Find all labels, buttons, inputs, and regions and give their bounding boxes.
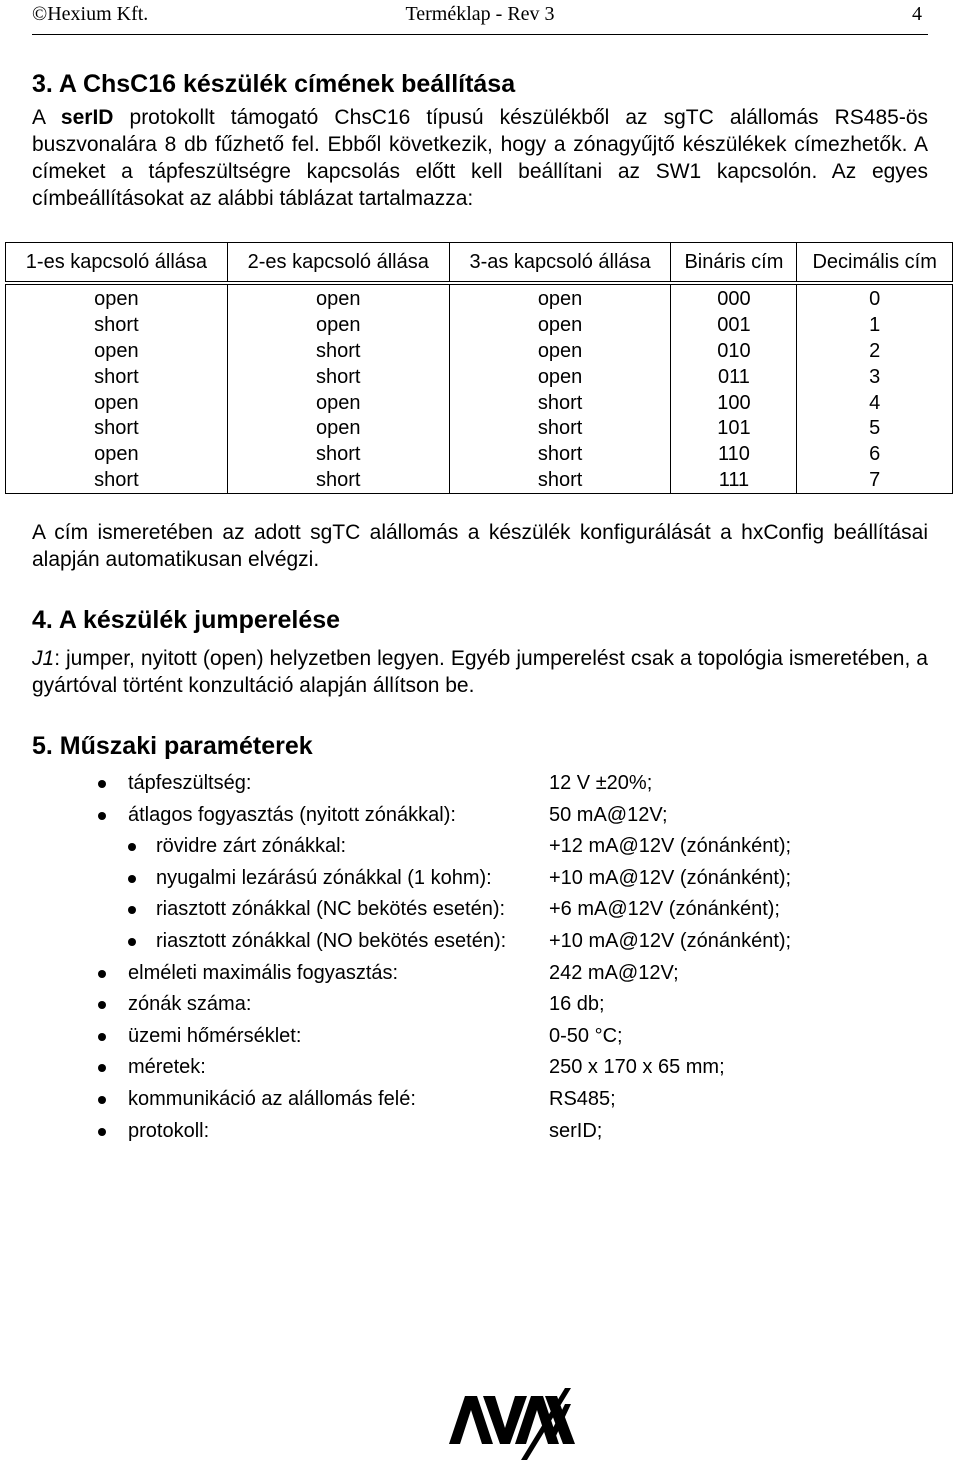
param-label: zónák száma: bbox=[128, 993, 252, 1016]
param-value: RS485; bbox=[549, 1087, 616, 1110]
table-cell: short bbox=[6, 468, 228, 494]
param-label: kommunikáció az alállomás felé: bbox=[128, 1087, 416, 1110]
table-cell: 001 bbox=[671, 313, 797, 339]
header-doc-title: Terméklap - Rev 3 bbox=[405, 3, 555, 25]
param-label: méretek: bbox=[128, 1056, 206, 1079]
table-cell: short bbox=[227, 364, 449, 390]
param-value: +12 mA@12V (zónánként); bbox=[549, 835, 792, 858]
section-3-title: 3. A ChsC16 készülék címének beállítása bbox=[32, 70, 516, 98]
table-cell: 6 bbox=[797, 442, 953, 468]
param-label: riasztott zónákkal (NO bekötés esetén): bbox=[156, 929, 507, 952]
tech-params-list bbox=[32, 768, 928, 1147]
page-header bbox=[32, 0, 928, 35]
param-item bbox=[32, 863, 928, 895]
param-label: protokoll: bbox=[128, 1119, 210, 1142]
table-row bbox=[6, 364, 953, 390]
table-cell: short bbox=[449, 390, 671, 416]
table-row bbox=[6, 416, 953, 442]
table-cell: short bbox=[227, 468, 449, 494]
param-value: 12 V ±20%; bbox=[549, 772, 653, 794]
param-label: nyugalmi lezárású zónákkal (1 kohm): bbox=[156, 866, 492, 889]
table-cell: 010 bbox=[671, 339, 797, 365]
header-page-number: 4 bbox=[912, 3, 922, 25]
table-cell: 2 bbox=[797, 339, 953, 365]
table-cell: short bbox=[6, 416, 228, 442]
section-3-intro: A serID protokollt támogató ChsC16 típusú készülékből az sgTC alállomás RS485-ös buszvonalára 8 db fűzhető fel. Ebből következik, hogy a zónagyűjtő készülékek címezhetők. A címeket a tápfeszültségre kapcsolás előtt kell beállítani az SW1 kapcsolón. Az egyes címbeállításokat az alábbi táblázat tartalmazza: bbox=[32, 106, 928, 210]
param-value: +6 mA@12V (zónánként); bbox=[549, 898, 780, 921]
param-item bbox=[32, 800, 928, 832]
table-cell: open bbox=[227, 416, 449, 442]
bullet-icon bbox=[98, 970, 106, 978]
bullet-icon bbox=[98, 1128, 106, 1136]
table-cell: open bbox=[6, 442, 228, 468]
param-label: rövidre zárt zónákkal: bbox=[156, 835, 347, 858]
param-item bbox=[32, 1052, 928, 1084]
param-value: 16 db; bbox=[549, 993, 605, 1016]
param-item bbox=[32, 1021, 928, 1053]
param-label: átlagos fogyasztás (nyitott zónákkal): bbox=[128, 803, 456, 826]
param-value: +10 mA@12V (zónánként); bbox=[549, 929, 792, 952]
bullet-icon bbox=[128, 875, 136, 883]
table-cell: short bbox=[449, 468, 671, 494]
param-label: tápfeszültség: bbox=[128, 772, 252, 794]
param-value: +10 mA@12V (zónánként); bbox=[549, 866, 792, 889]
protocol-name: serID bbox=[60, 106, 114, 129]
bullet-icon bbox=[98, 1001, 106, 1009]
table-cell: short bbox=[227, 339, 449, 365]
address-table bbox=[5, 242, 953, 494]
param-item bbox=[32, 989, 928, 1021]
bullet-icon bbox=[98, 780, 106, 788]
table-cell: open bbox=[449, 339, 671, 365]
param-item bbox=[32, 894, 928, 926]
table-cell: short bbox=[6, 313, 228, 339]
table-cell: open bbox=[227, 283, 449, 313]
table-row bbox=[6, 283, 953, 313]
section-4-title: 4. A készülék jumperelése bbox=[32, 606, 341, 634]
avax-logo bbox=[447, 1382, 577, 1462]
table-header-row bbox=[6, 243, 953, 284]
bullet-icon bbox=[128, 938, 136, 946]
table-cell: 111 bbox=[671, 468, 797, 494]
table-cell: open bbox=[449, 313, 671, 339]
table-cell: 000 bbox=[671, 283, 797, 313]
col-header: 2-es kapcsoló állása bbox=[227, 243, 449, 284]
bullet-icon bbox=[98, 812, 106, 820]
col-header: 1-es kapcsoló állása bbox=[6, 243, 228, 284]
param-value: 242 mA@12V; bbox=[549, 961, 679, 984]
bullet-icon bbox=[128, 906, 136, 914]
table-cell: 7 bbox=[797, 468, 953, 494]
param-label: üzemi hőmérséklet: bbox=[128, 1024, 302, 1047]
param-item bbox=[32, 958, 928, 990]
table-cell: open bbox=[6, 390, 228, 416]
bullet-icon bbox=[128, 843, 136, 851]
table-cell: open bbox=[227, 390, 449, 416]
table-cell: 3 bbox=[797, 364, 953, 390]
table-row bbox=[6, 313, 953, 339]
jumper-id: J1 bbox=[32, 647, 55, 670]
bullet-icon bbox=[98, 1096, 106, 1104]
section-3-after: A cím ismeretében az adott sgTC alállomás a készülék konfigurálását a hxConfig beállításai alapján automatikusan elvégzi. bbox=[32, 521, 928, 571]
table-cell: 4 bbox=[797, 390, 953, 416]
header-company: ©Hexium Kft. bbox=[32, 3, 149, 25]
table-row bbox=[6, 442, 953, 468]
section-5-title: 5. Műszaki paraméterek bbox=[32, 732, 313, 760]
table-body bbox=[6, 283, 953, 494]
table-row bbox=[6, 390, 953, 416]
param-value: 50 mA@12V; bbox=[549, 803, 668, 826]
table-cell: open bbox=[449, 364, 671, 390]
bullet-icon bbox=[98, 1033, 106, 1041]
param-value: 250 x 170 x 65 mm; bbox=[549, 1056, 725, 1079]
section-4-text: J1: jumper, nyitott (open) helyzetben legyen. Egyéb jumperelést csak a topológia ismeretében, a gyártóval történt konzultáció alapján állítson be. bbox=[32, 647, 928, 697]
table-cell: short bbox=[227, 442, 449, 468]
param-value: serID; bbox=[549, 1119, 603, 1142]
table-cell: 1 bbox=[797, 313, 953, 339]
table-cell: open bbox=[6, 339, 228, 365]
col-header: 3-as kapcsoló állása bbox=[449, 243, 671, 284]
param-item bbox=[32, 768, 928, 800]
table-row bbox=[6, 468, 953, 494]
table-cell: open bbox=[6, 283, 228, 313]
param-item bbox=[32, 1116, 928, 1148]
table-cell: short bbox=[449, 416, 671, 442]
table-row bbox=[6, 339, 953, 365]
param-item bbox=[32, 831, 928, 863]
table-cell: 011 bbox=[671, 364, 797, 390]
param-item bbox=[32, 1084, 928, 1116]
table-cell: open bbox=[449, 283, 671, 313]
param-label: elméleti maximális fogyasztás: bbox=[128, 961, 399, 984]
table-cell: 110 bbox=[671, 442, 797, 468]
table-cell: 5 bbox=[797, 416, 953, 442]
col-header: Bináris cím bbox=[671, 243, 797, 284]
param-item bbox=[32, 926, 928, 958]
param-label: riasztott zónákkal (NC bekötés esetén): bbox=[156, 898, 506, 921]
table-cell: short bbox=[6, 364, 228, 390]
param-value: 0-50 °C; bbox=[549, 1024, 623, 1047]
table-cell: short bbox=[449, 442, 671, 468]
bullet-icon bbox=[98, 1064, 106, 1072]
table-cell: 101 bbox=[671, 416, 797, 442]
table-cell: open bbox=[227, 313, 449, 339]
col-header: Decimális cím bbox=[797, 243, 953, 284]
table-cell: 0 bbox=[797, 283, 953, 313]
table-cell: 100 bbox=[671, 390, 797, 416]
